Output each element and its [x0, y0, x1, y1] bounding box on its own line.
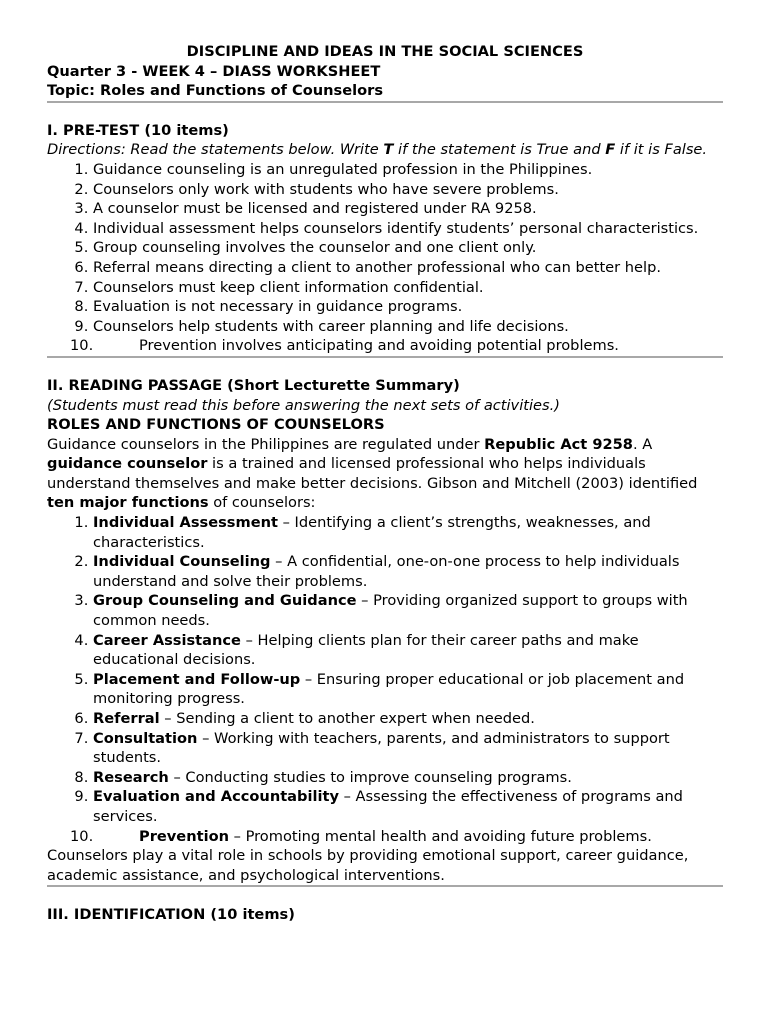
function-item	[47, 631, 723, 670]
worksheet-title: DISCIPLINE AND IDEAS IN THE SOCIAL SCIENCES	[186, 43, 584, 60]
function-desc: – Working with teachers, parents, and administrators to support students.	[93, 729, 670, 767]
pretest-item	[47, 219, 723, 239]
item-number: 7.	[74, 278, 89, 296]
function-desc: – Promoting mental health and avoiding future problems.	[229, 827, 652, 845]
function-item	[47, 729, 723, 768]
pretest-item	[47, 180, 723, 200]
identification-section	[47, 905, 723, 925]
reading-subheading: ROLES AND FUNCTIONS OF COUNSELORS	[47, 416, 385, 434]
function-term: Evaluation and Accountability	[93, 788, 339, 806]
function-item	[47, 787, 723, 826]
pretest-item	[47, 297, 723, 317]
function-item	[47, 768, 723, 788]
item-number: 6.	[74, 710, 89, 727]
pretest-item	[47, 258, 723, 278]
item-number: 5.	[74, 670, 89, 688]
pretest-item	[47, 336, 723, 356]
item-number: 10.	[70, 337, 94, 355]
item-number: 8.	[74, 768, 89, 786]
function-desc: – Providing organized support to groups with common needs.	[93, 592, 688, 630]
pretest-section	[47, 121, 723, 356]
function-desc: – Ensuring proper educational or job placement and monitoring progress.	[93, 670, 685, 708]
identification-heading: III. IDENTIFICATION (10 items)	[47, 906, 295, 924]
function-item	[47, 670, 723, 709]
item-number: 1.	[74, 160, 89, 178]
pretest-directions	[47, 140, 723, 160]
function-term: Referral	[93, 710, 160, 727]
function-desc: – Identifying a client’s strengths, weaknesses, and characteristics.	[93, 514, 651, 551]
item-number: 10.	[70, 827, 94, 845]
item-text: Counselors help students with career planning and life decisions.	[93, 317, 569, 335]
item-text: Counselors must keep client information confidential.	[93, 278, 484, 296]
pretest-item	[47, 317, 723, 337]
reading-heading: II. READING PASSAGE (Short Lecturette Summary)	[47, 376, 460, 394]
item-text: Evaluation is not necessary in guidance programs.	[93, 298, 463, 316]
item-number: 7.	[74, 729, 89, 747]
pretest-item	[47, 160, 723, 180]
item-number: 3.	[74, 200, 89, 218]
function-item	[47, 591, 723, 630]
item-number: 5.	[74, 239, 89, 257]
function-desc: – Conducting studies to improve counseling programs.	[168, 768, 572, 786]
function-item	[47, 513, 723, 552]
item-number: 2.	[74, 553, 89, 571]
function-term: Consultation	[93, 729, 198, 747]
item-text: Prevention involves anticipating and avoiding potential problems.	[139, 337, 619, 355]
item-number: 9.	[74, 788, 89, 806]
function-term: Placement and Follow-up	[93, 670, 301, 688]
function-desc: – Sending a client to another expert when needed.	[159, 710, 535, 727]
item-number: 1.	[74, 514, 89, 532]
function-desc: – Assessing the effectiveness of programs and services.	[93, 788, 683, 825]
intro-text: . A	[632, 435, 653, 453]
reading-note: (Students must read this before answering the next sets of activities.)	[47, 396, 560, 414]
item-number: 8.	[74, 298, 89, 316]
item-text: A counselor must be licensed and registered under RA 9258.	[93, 200, 537, 218]
function-item	[47, 552, 723, 591]
pretest-item	[47, 238, 723, 258]
function-term: Individual Counseling	[93, 553, 271, 571]
reading-section	[47, 376, 723, 885]
pretest-item	[47, 278, 723, 298]
directions-false-letter: F	[605, 141, 616, 159]
item-text: Counselors only work with students who have severe problems.	[93, 180, 559, 198]
reading-closing: Counselors play a vital role in schools by providing emotional support, career guidance, academic assistance, and psychological interventions.	[47, 847, 689, 884]
directions-true-letter: T	[383, 141, 394, 159]
item-text: Guidance counseling is an unregulated profession in the Philippines.	[93, 160, 593, 178]
intro-ra-term: Republic Act 9258	[484, 435, 633, 453]
item-text: Group counseling involves the counselor and one client only.	[93, 239, 537, 257]
function-desc: – Helping clients plan for their career paths and make educational decisions.	[93, 631, 639, 669]
directions-text: if the statement is True and	[393, 141, 606, 159]
function-term: Research	[93, 768, 169, 786]
worksheet-page	[47, 42, 723, 925]
pretest-item	[47, 199, 723, 219]
intro-gc-term: guidance counselor	[47, 455, 208, 473]
function-item	[47, 709, 723, 729]
topic-line: Topic: Roles and Functions of Counselors	[47, 82, 384, 100]
item-text: Referral means directing a client to another professional who can better help.	[93, 258, 661, 276]
item-number: 6.	[74, 258, 89, 276]
intro-text: Guidance counselors in the Philippines are regulated under	[47, 435, 485, 453]
quarter-line: Quarter 3 - WEEK 4 – DIASS WORKSHEET	[47, 62, 381, 80]
item-number: 4.	[74, 219, 89, 237]
function-term: Career Assistance	[93, 631, 241, 649]
item-number: 4.	[74, 631, 89, 649]
pretest-heading: I. PRE-TEST (10 items)	[47, 121, 229, 139]
function-term: Group Counseling and Guidance	[93, 592, 357, 610]
directions-text: if it is False.	[615, 141, 708, 159]
function-item	[47, 827, 723, 847]
reading-intro	[47, 435, 723, 513]
item-number: 3.	[74, 592, 89, 610]
function-term: Prevention	[139, 827, 229, 845]
function-term: Individual Assessment	[93, 514, 278, 532]
intro-text: is a trained and licensed professional who helps individuals understand themselves and make better decisions. Gibson and Mitchell (2003) identified	[47, 455, 698, 492]
function-desc: – A confidential, one-on-one process to help individuals understand and solve their problems.	[93, 553, 680, 590]
item-text: Individual assessment helps counselors identify students’ personal characteristics.	[93, 219, 699, 237]
functions-list	[47, 513, 723, 846]
item-number: 9.	[74, 317, 89, 335]
intro-tmf-term: ten major functions	[47, 494, 209, 512]
intro-text: of counselors:	[208, 494, 316, 512]
directions-text: Directions: Read the statements below. Write	[47, 141, 384, 159]
item-number: 2.	[74, 180, 89, 198]
pretest-list	[47, 160, 723, 356]
